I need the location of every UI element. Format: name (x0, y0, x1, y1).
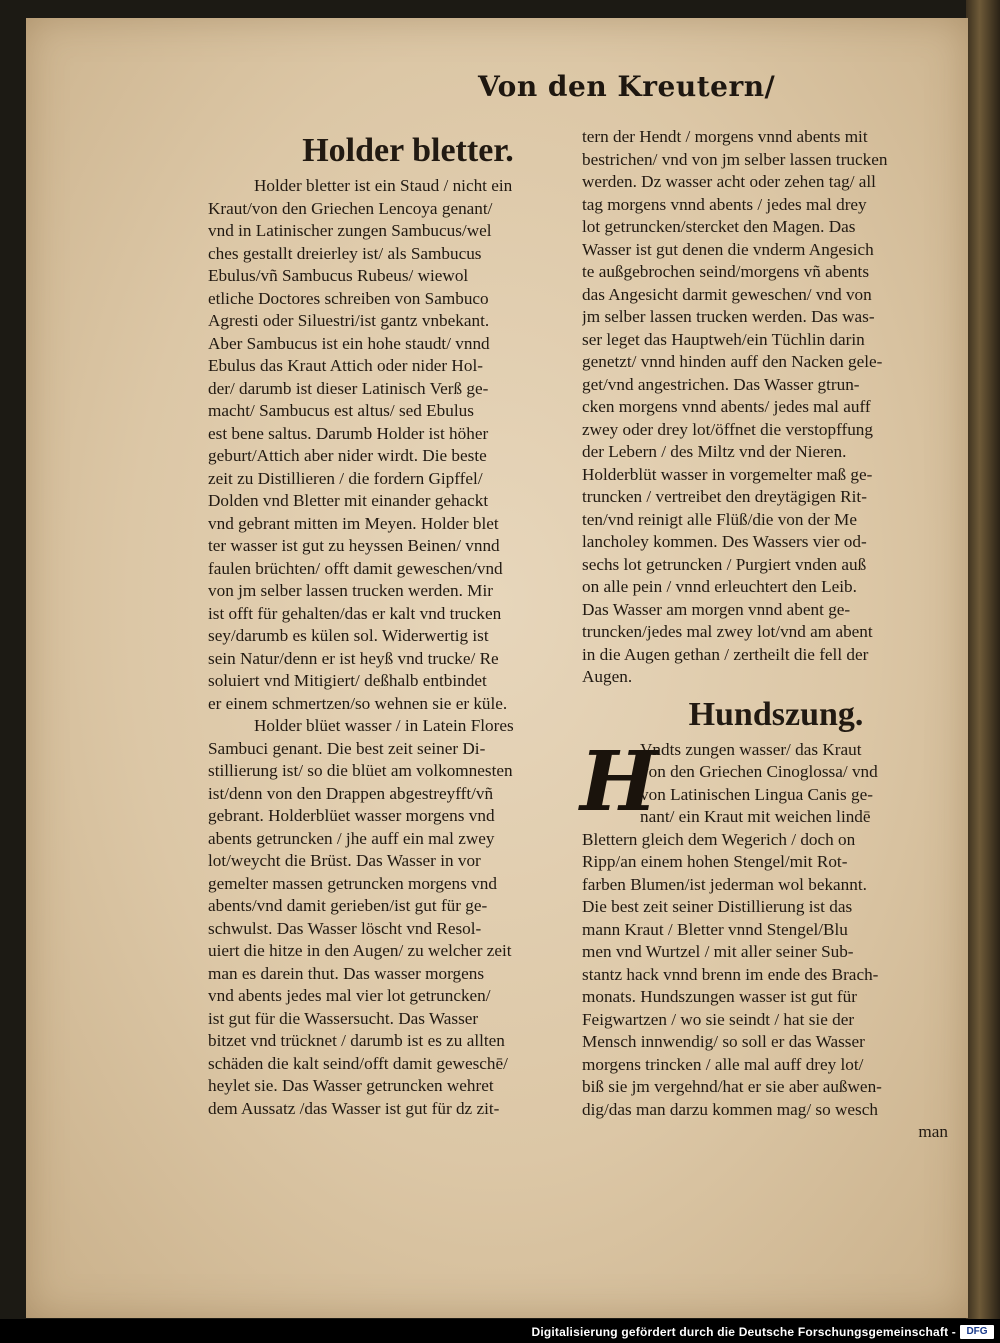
text-line: der/ darumb ist dieser Latinisch Verß ge- (208, 378, 489, 398)
text-line: lot/weycht die Brüst. Das Wasser in vor (208, 851, 481, 870)
text-line: abents getruncken / jhe auff ein mal zwey (208, 828, 495, 848)
text-line: morgens trincken / alle mal auff drey lot/ (582, 1054, 864, 1074)
text-line: Mensch innwendig/ so soll er das Wasser (582, 1032, 865, 1051)
text-line: on alle pein / vnnd erleuchtert den Leib. (582, 577, 857, 596)
section-heading-hundszung: Hundszung. (688, 695, 864, 733)
text-line: von den Griechen Cinoglossa/ vnd (640, 762, 878, 781)
text-line: man es darein thut. Das wasser morgens (208, 963, 485, 983)
text-line: schäden die kalt seind/offt damit geweschē/ (208, 1053, 508, 1073)
text-line: stillierung ist/ so die blüet am volkomnesten (208, 761, 513, 780)
text-line: te außgebrochen seind/morgens vñ abents (582, 262, 870, 281)
text-line: von jm selber lassen trucken werden. Mir (208, 581, 493, 600)
left-column (208, 127, 598, 1120)
text-line: Das Wasser am morgen vnnd abent ge- (582, 599, 851, 619)
text-line: zeit zu Distillieren / die fordern Gipffel/ (208, 468, 483, 488)
left-text-block (208, 175, 598, 1120)
text-line: sechs lot getruncken / Purgiert vnden auß (582, 554, 867, 574)
text-line: biß sie jm vergehnd/hat er sie aber außwen- (582, 1077, 882, 1096)
right-text-block-bottom (582, 829, 970, 1122)
footer-credit: Digitalisierung gefördert durch die Deutsche Forschungsgemeinschaft - (531, 1325, 956, 1339)
text-line: mann Kraut / Bletter vnnd Stengel/Blu (582, 919, 848, 939)
text-line: der Lebern / des Miltz vnd der Nieren. (582, 442, 847, 461)
text-line: Holder blüet wasser / in Latein Flores (254, 716, 514, 735)
text-line: von Latinischen Lingua Canis ge- (640, 784, 873, 804)
drop-cap-paragraph (580, 733, 970, 830)
text-line: tern der Hendt / morgens vnnd abents mit (582, 127, 868, 146)
text-line: Wasser ist gut denen die vnderm Angesich (582, 239, 874, 259)
text-line: Aber Sambucus ist ein hohe staudt/ vnnd (208, 333, 490, 353)
text-line: sein Natur/denn er ist heyß vnd trucke/ Re (208, 648, 499, 668)
text-line: uiert die hitze in den Augen/ zu welcher zeit (208, 941, 512, 960)
text-line: vnd abents jedes mal vier lot getruncken/ (208, 986, 491, 1005)
text-line: bitzet vnd trücknet / darumb ist es zu allten (208, 1031, 505, 1050)
text-line: zwey oder drey lot/öffnet die verstopffung (582, 419, 873, 439)
text-line: stantz hack vnnd brenn im ende des Brach- (582, 964, 879, 984)
text-line: vnd gebrant mitten im Meyen. Holder blet (208, 513, 499, 533)
text-line: vnd in Latinischer zungen Sambucus/wel (208, 221, 492, 240)
drop-cap-initial: H (580, 733, 658, 830)
right-column (582, 126, 970, 1144)
text-line: lot getruncken/stercket den Magen. Das (582, 217, 856, 236)
text-line: ter wasser ist gut zu heyssen Beinen/ vnnd (208, 536, 500, 555)
text-line: Blettern gleich dem Wegerich / doch on (582, 829, 856, 849)
text-line: abents/vnd damit gerieben/ist gut für ge- (208, 896, 488, 915)
text-line: Dolden vnd Bletter mit einander gehackt (208, 491, 489, 510)
text-line: jm selber lassen trucken werden. Das was- (582, 307, 875, 326)
text-line: gebrant. Holderblüet wasser morgens vnd (208, 806, 495, 825)
text-line: bestrichen/ vnd von jm selber lassen trucken (582, 149, 888, 169)
text-line: cken morgens vnnd abents/ jedes mal auff (582, 397, 871, 416)
text-line: er einem schmertzen/so wehnen sie er küle. (208, 693, 508, 713)
catchword: man (918, 1122, 948, 1141)
text-line: monats. Hundszungen wasser ist gut für (582, 987, 857, 1006)
text-line: Ebulus das Kraut Attich oder nider Hol- (208, 356, 483, 375)
text-line: Kraut/von den Griechen Lencoya genant/ (208, 198, 493, 218)
text-line: macht/ Sambucus est altus/ sed Ebulus (208, 401, 474, 420)
text-line: gemelter massen getruncken morgens vnd (208, 873, 497, 893)
text-line: farben Blumen/ist jederman wol bekannt. (582, 874, 867, 894)
text-line: get/vnd angestrichen. Das Wasser gtrun- (582, 374, 860, 394)
text-line: Sambuci genant. Die best zeit seiner Di- (208, 738, 486, 758)
text-line: tag morgens vnnd abents / jedes mal drey (582, 194, 867, 214)
text-line: Die best zeit seiner Distillierung ist das (582, 897, 853, 916)
text-line: truncken/jedes mal zwey lot/vnd am abent (582, 622, 873, 641)
text-line: werden. Dz wasser acht oder zehen tag/ all (582, 172, 876, 191)
text-line: truncken / vertreibet den dreytägigen Rit- (582, 487, 867, 506)
text-line: faulen brüchten/ offt damit geweschen/vnd (208, 558, 503, 578)
text-line: Ebulus/vñ Sambucus Rubeus/ wiewol (208, 266, 469, 285)
text-line: men vnd Wurtzel / mit aller seiner Sub- (582, 942, 854, 961)
text-line: genetzt/ vnnd hinden auff den Nacken gele- (582, 352, 883, 371)
text-line: ten/vnd reinigt alle Flüß/die von der Me (582, 509, 857, 529)
text-line: Vndts zungen wasser/ das Kraut (640, 739, 862, 759)
right-text-block-top (582, 126, 970, 689)
running-header: Von den Kreutern/ (478, 70, 776, 103)
text-line: soluiert vnd Mitigiert/ deßhalb entbindet (208, 671, 487, 690)
text-line: ist gut für die Wassersucht. Das Wasser (208, 1008, 479, 1028)
footer-bar (0, 1319, 1000, 1343)
dfg-logo-icon: DFG (960, 1325, 994, 1339)
section-heading-holder: Holder bletter. (302, 132, 514, 169)
text-line: geburt/Attich aber nider wirdt. Die beste (208, 446, 487, 465)
text-line: Holder bletter ist ein Staud / nicht ein (254, 176, 513, 195)
text-line: ches gestallt dreierley ist/ als Sambucus (208, 243, 482, 263)
text-line: dem Aussatz /das Wasser ist gut für dz zit- (208, 1098, 500, 1118)
text-line: schwulst. Das Wasser löscht vnd Resol- (208, 918, 482, 938)
text-line: das Angesicht darmit geweschen/ vnd von (582, 284, 872, 304)
text-line: Agresti oder Siluestri/ist gantz vnbekant. (208, 311, 490, 330)
text-line: Augen. (582, 667, 633, 686)
text-line: est bene saltus. Darumb Holder ist höher (208, 423, 489, 443)
text-line: Ripp/an einem hohen Stengel/mit Rot- (582, 852, 848, 871)
text-line: ser leget das Hauptweh/ein Tüchlin darin (582, 329, 865, 349)
text-line: ist offt für gehalten/das er kalt vnd trucken (208, 603, 502, 623)
text-line: in die Augen gethan / zertheilt die fell der (582, 644, 869, 664)
text-line: heylet sie. Das Wasser getruncken wehret (208, 1076, 494, 1095)
text-line: etliche Doctores schreiben von Sambuco (208, 288, 489, 308)
text-line: sey/darumb es külen sol. Widerwertig ist (208, 626, 489, 645)
text-line: dig/das man darzu kommen mag/ so wesch (582, 1099, 878, 1119)
text-line: Feigwartzen / wo sie seindt / hat sie der (582, 1009, 855, 1029)
text-line: Holderblüt wasser in vorgemelter maß ge- (582, 464, 873, 484)
book-edge (966, 0, 1000, 1320)
text-line: nant/ ein Kraut mit weichen lindē (640, 807, 871, 826)
text-line: lancholey kommen. Des Wassers vier od- (582, 532, 867, 551)
text-line: ist/denn von den Drappen abgestreyfft/vñ (208, 783, 494, 803)
